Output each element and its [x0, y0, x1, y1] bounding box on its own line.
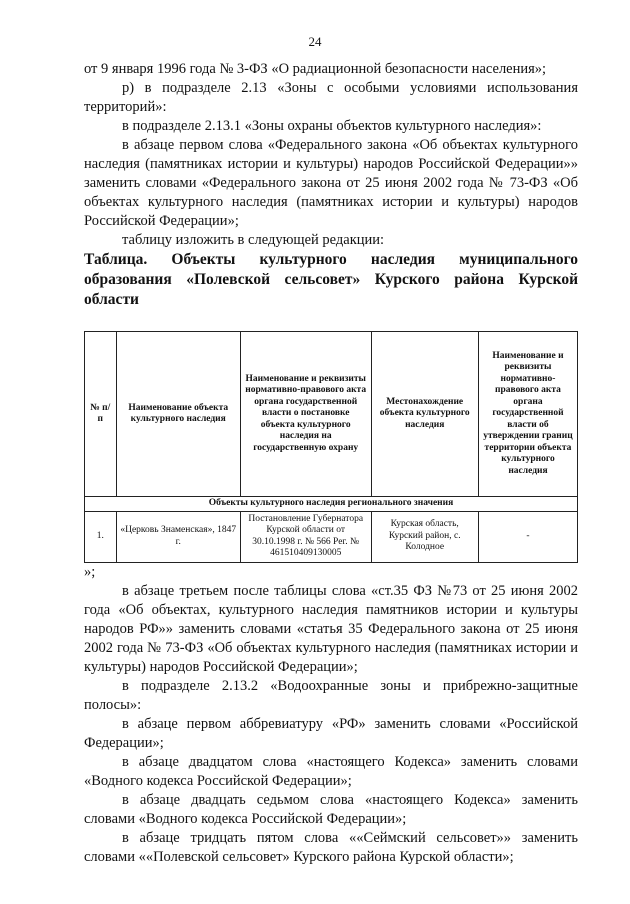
cell-location: Курская область, Курский район, с. Колодное [371, 511, 478, 562]
paragraph: таблицу изложить в следующей редакции: [122, 232, 385, 248]
table-section-title: Объекты культурного наследия регионального значения [85, 497, 578, 512]
paragraph: в абзаце двадцать седьмом слова «настоящего Кодекса» заменить словами «Водного кодекса Российской Федерации»; [84, 791, 578, 827]
header-name: Наименование объекта культурного наследия [116, 332, 240, 497]
paragraph: в подразделе 2.13.1 «Зоны охраны объектов культурного наследия»: [122, 118, 542, 134]
document-body [84, 60, 578, 867]
cell-act: Постановление Губернатора Курской области от 30.10.1998 г. № 566 Рег. № 461510409130005 [240, 511, 371, 562]
table-header-row [85, 332, 578, 497]
paragraph: в абзаце первом аббревиатуру «РФ» заменить словами «Российской Федерации»; [84, 715, 578, 751]
paragraph: в абзаце первом слова «Федерального закона «Об объектах культурного наследия (памятниках истории и культуры) народов Российской Федерации»» заменить словами «Федерального закона от 25 июня 2002 года № 73-ФЗ «Об объектах культурного наследия (памятниках истории и культуры) народов Российской Федерации»; [84, 137, 578, 229]
heritage-table [84, 331, 578, 563]
header-boundaries: Наименование и реквизиты нормативно-правового акта органа государственной власти об утверждении границ территории объекта культурного наследия [478, 332, 577, 497]
header-num: № п/п [85, 332, 117, 497]
paragraph: от 9 января 1996 года № 3-ФЗ «О радиационной безопасности населения»; [84, 61, 547, 77]
paragraph: в абзаце двадцатом слова «настоящего Кодекса» заменить словами «Водного кодекса Российской Федерации»; [84, 753, 578, 789]
paragraph: р) в подразделе 2.13 «Зоны с особыми условиями использования территорий»: [84, 80, 578, 115]
table-row [85, 511, 578, 562]
header-location: Местонахождение объекта культурного наследия [371, 332, 478, 497]
table-section-row [85, 497, 578, 512]
header-act: Наименование и реквизиты нормативно-правового акта органа государственной власти о постановке объекта культурного наследия на государственную охрану [240, 332, 371, 497]
paragraph: в подразделе 2.13.2 «Водоохранные зоны и прибрежно-защитные полосы»: [84, 677, 578, 713]
paragraph: в абзаце третьем после таблицы слова «ст.35 ФЗ №73 от 25 июня 2002 года «Об объектах, культурного наследия памятников истории и культуры народов РФ»» заменить словами «статья 35 Федерального закона от 25 июня 2002 года № 73-ФЗ «Об объектах культурного наследия (памятниках истории и культуры) народов Российской Федерации»; [84, 582, 578, 675]
cell-num: 1. [85, 511, 117, 562]
table-title: Таблица. Объекты культурного наследия муниципального образования «Полевской сельсовет» Курского района Курской области [84, 251, 578, 308]
cell-boundaries: - [478, 511, 577, 562]
closing-quote: »; [84, 563, 96, 580]
paragraph: в абзаце тридцать пятом слова ««Сеймский сельсовет»» заменить словами ««Полевской сельсовет» Курского района Курской области»; [84, 829, 578, 865]
page-number: 24 [308, 34, 322, 49]
cell-name: «Церковь Знаменская», 1847 г. [116, 511, 240, 562]
